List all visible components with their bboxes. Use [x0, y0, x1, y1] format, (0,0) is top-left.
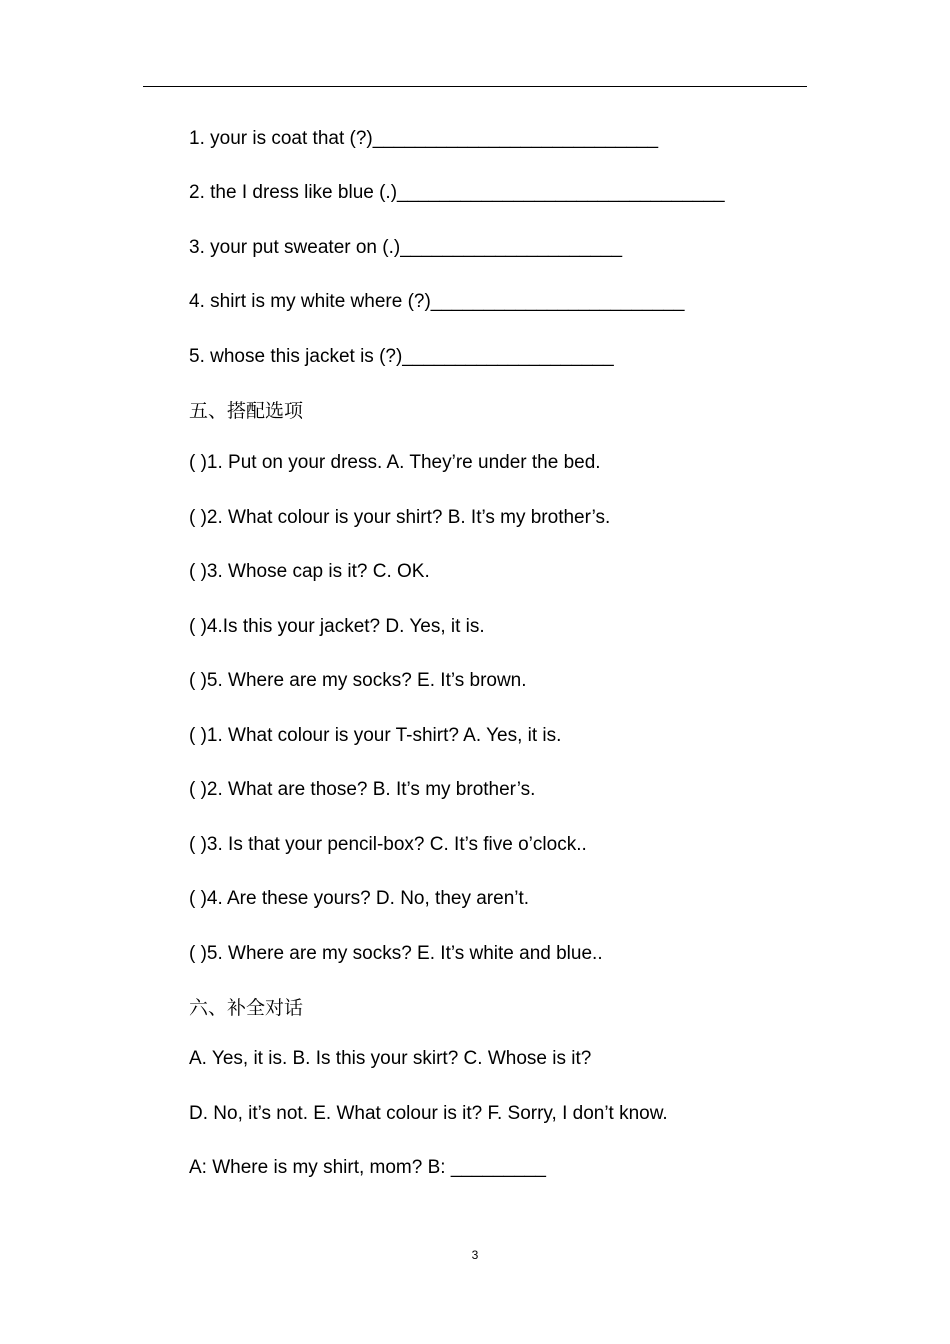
matching-set1-item-1: ( )1. Put on your dress. A. They’re under the bed. [189, 452, 601, 473]
matching-set2-item-2: ( )2. What are those? B. It’s my brother’s. [189, 779, 536, 800]
matching-set1-item-4: ( )4.Is this your jacket? D. Yes, it is. [189, 616, 485, 637]
matching-set2-item-3: ( )3. Is that your pencil-box? C. It’s five o’clock.. [189, 834, 587, 855]
matching-set2-item-5: ( )5. Where are my socks? E. It’s white and blue.. [189, 943, 603, 964]
reorder-item-4: 4. shirt is my white where (?)________________________ [189, 291, 685, 312]
reorder-item-2: 2. the I dress like blue (.)_______________________________ [189, 182, 725, 203]
reorder-item-3: 3. your put sweater on (.)_____________________ [189, 237, 623, 258]
section-heading-matching: 五、搭配选项 [189, 400, 304, 422]
reorder-item-1: 1. your is coat that (?)___________________________ [189, 128, 659, 149]
matching-set1-item-5: ( )5. Where are my socks? E. It’s brown. [189, 670, 527, 691]
matching-set2-item-1: ( )1. What colour is your T-shirt? A. Yes, it is. [189, 725, 562, 746]
reorder-item-5: 5. whose this jacket is (?)____________________ [189, 346, 614, 367]
matching-set1-item-2: ( )2. What colour is your shirt? B. It’s my brother’s. [189, 507, 611, 528]
dialogue-options-line-1: A. Yes, it is. B. Is this your skirt? C. Whose is it? [189, 1048, 592, 1069]
matching-set1-item-3: ( )3. Whose cap is it? C. OK. [189, 561, 430, 582]
dialogue-options-line-2: D. No, it’s not. E. What colour is it? F. Sorry, I don’t know. [189, 1103, 668, 1124]
section-heading-dialogue: 六、补全对话 [189, 997, 304, 1019]
header-rule [143, 86, 807, 87]
matching-set2-item-4: ( )4. Are these yours? D. No, they aren’t. [189, 888, 530, 909]
dialogue-line-1: A: Where is my shirt, mom? B: _________ [189, 1157, 546, 1178]
page-number: 3 [471, 1248, 479, 1262]
